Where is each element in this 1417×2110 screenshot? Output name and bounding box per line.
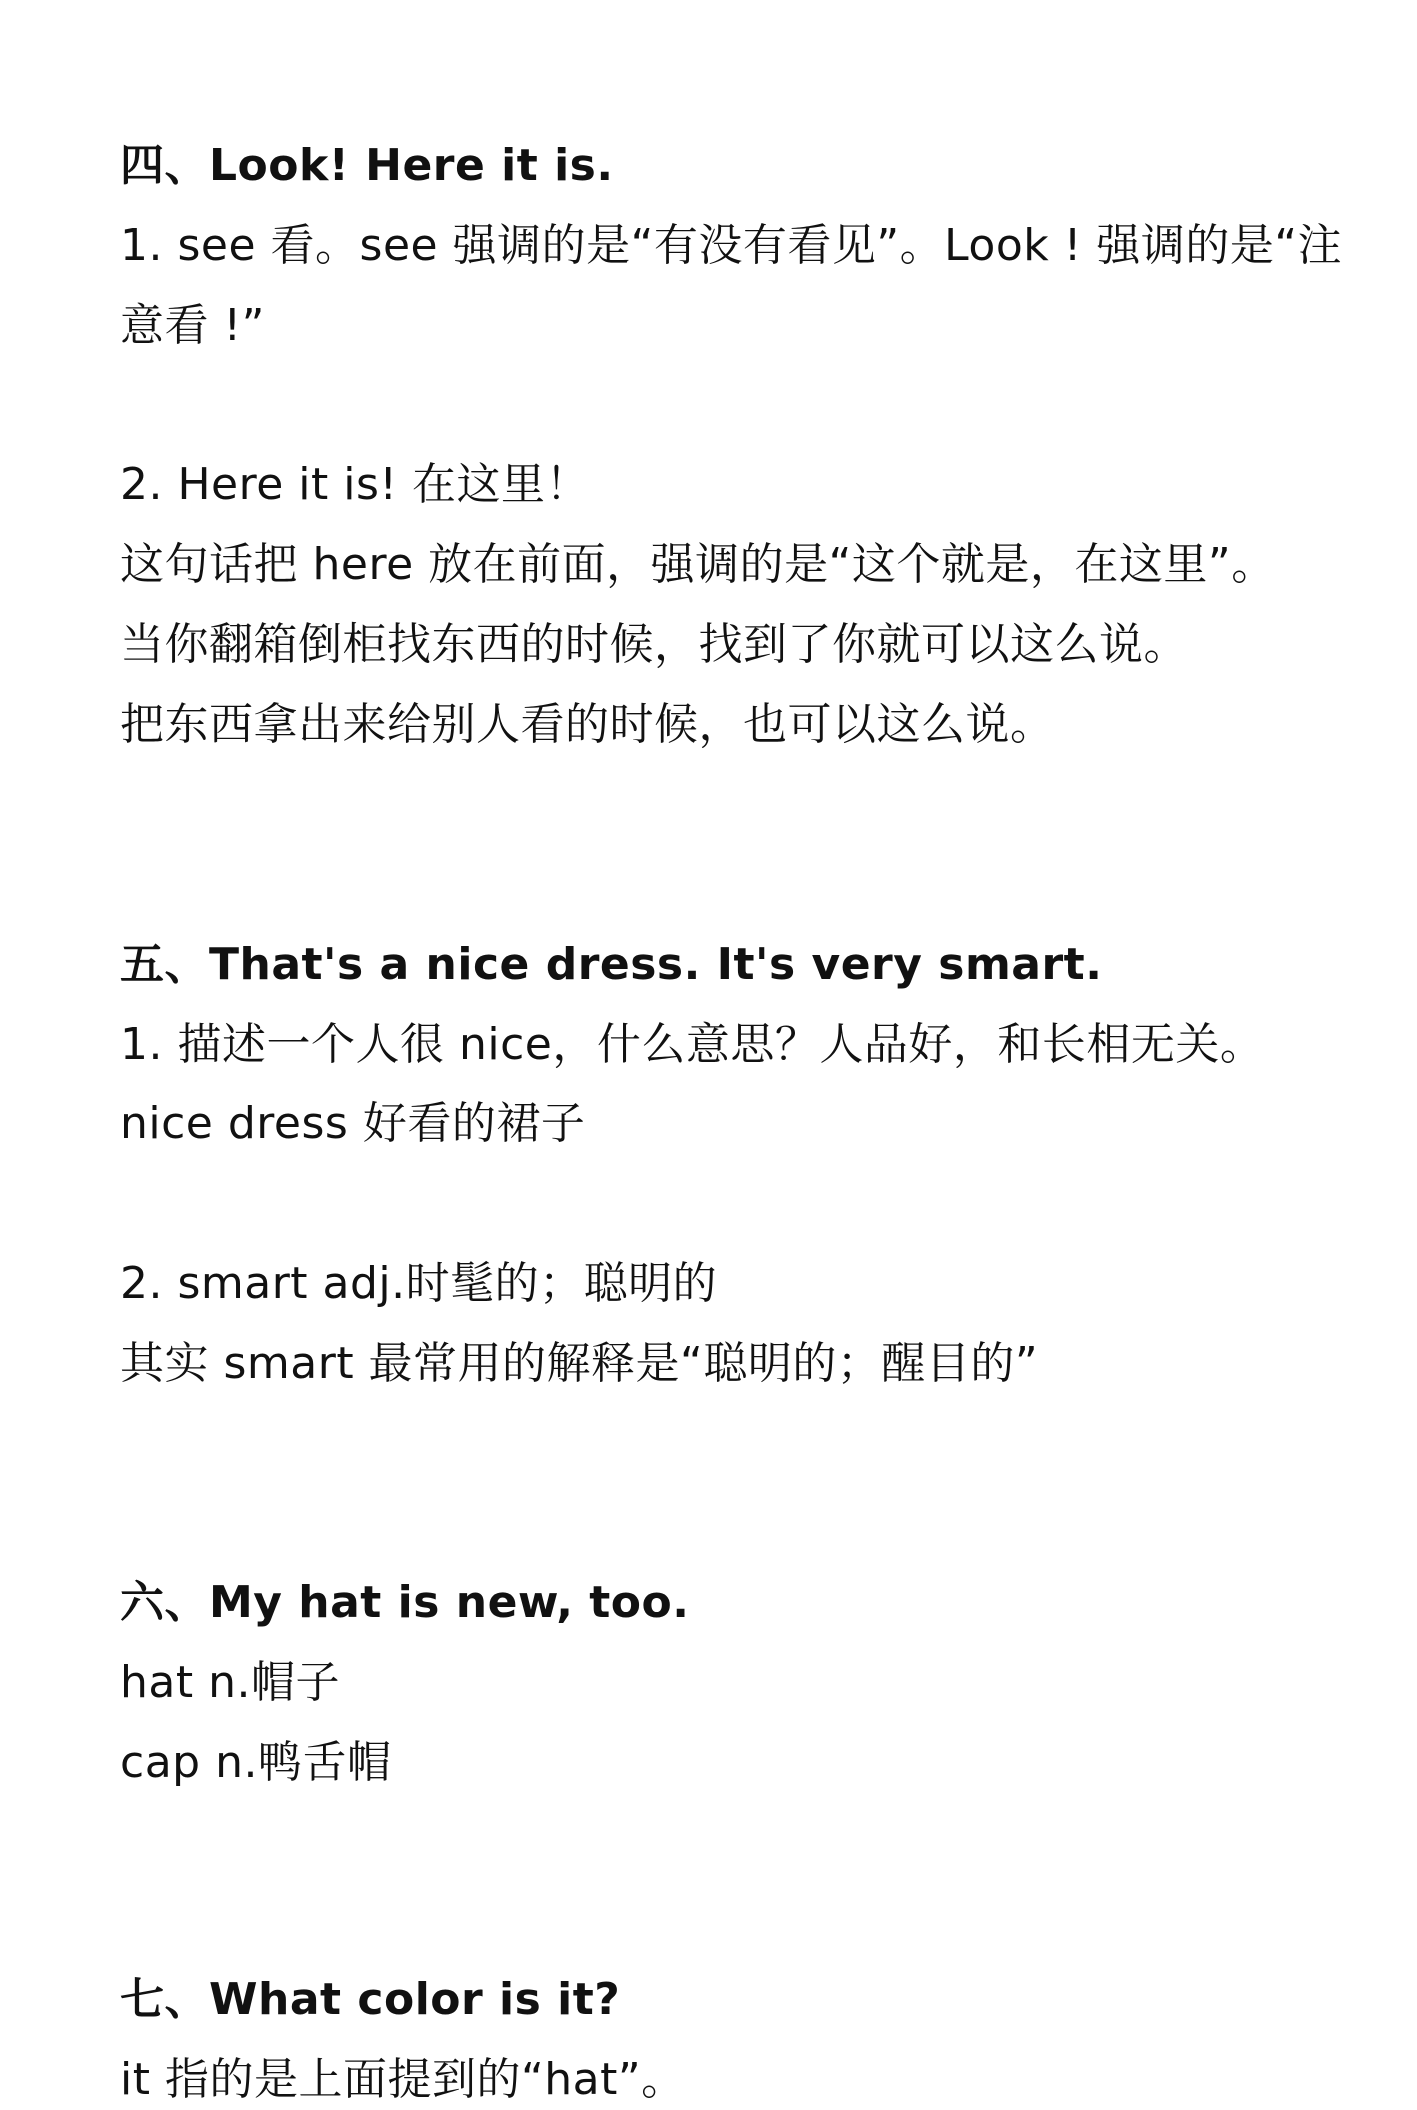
text-line: it 指的是上面提到的“hat”。 [120,2054,686,2105]
section-heading-6: 六、My hat is new, too. [120,1577,690,1628]
section-heading-7: 七、What color is it? [120,1974,621,2025]
text-line: 当你翻箱倒柜找东西的时候，找到了你就可以这么说。 [120,619,1188,670]
text-line: 其实 smart 最常用的解释是“聪明的；醒目的” [120,1338,1039,1389]
text-line: 把东西拿出来给别人看的时候，也可以这么说。 [120,699,1055,750]
text-line: 1. 描述一个人很 nice，什么意思？人品好，和长相无关。 [120,1019,1265,1070]
text-line: 2. smart adj.时髦的；聪明的 [120,1258,718,1309]
text-line: 1. see 看。see 强调的是“有没有看见”。Look ! 强调的是“注 [120,220,1343,271]
text-line: 这句话把 here 放在前面，强调的是“这个就是，在这里”。 [120,539,1276,590]
text-line: cap n.鸭舌帽 [120,1737,392,1788]
text-line: 2. Here it is! 在这里！ [120,459,591,510]
text-line: hat n.帽子 [120,1657,340,1708]
section-heading-5: 五、That's a nice dress. It's very smart. [120,939,1103,990]
text-line: nice dress 好看的裙子 [120,1098,586,1149]
text-line: 意看 !” [120,300,265,351]
section-heading-4: 四、Look! Here it is. [120,140,614,191]
